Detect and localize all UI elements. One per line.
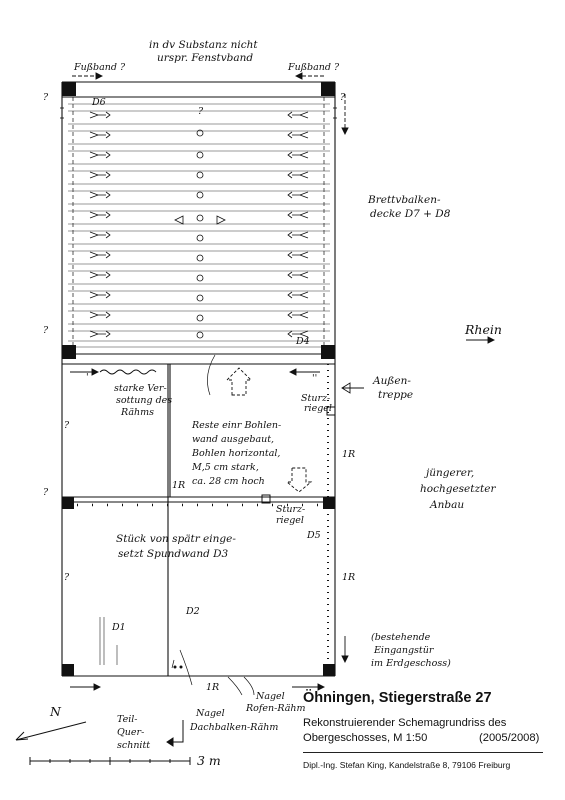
- verso-3: Rähms: [121, 407, 155, 418]
- teil-3: schnitt: [117, 740, 151, 751]
- ceiling-label-1: Brettvbalken-: [368, 194, 441, 206]
- d3-label-1: Stück von spätr einge-: [116, 533, 236, 545]
- label-d2: D2: [186, 606, 200, 617]
- stair-label-2: treppe: [378, 389, 414, 401]
- down-arrow-outline: [287, 468, 311, 492]
- eingang-1: (bestehende: [371, 632, 431, 643]
- question-top-left: ?: [43, 92, 49, 103]
- fussband-right: Fußband ?: [288, 62, 340, 73]
- cross-section-mark: [167, 720, 183, 746]
- tick-mark-double: '': [312, 373, 318, 384]
- tick-mark-single: ': [86, 372, 89, 383]
- nagel-2a: Nagel: [256, 691, 285, 702]
- fussband-left: Fußband ?: [74, 62, 126, 73]
- r1-b: 1R: [172, 480, 186, 491]
- sturz1-a: Sturz-: [301, 393, 331, 404]
- bohlen-3: Bohlen horizontal,: [192, 448, 281, 459]
- nagel-1a: Nagel: [196, 708, 225, 719]
- bohlen-4: M,5 cm stark,: [192, 462, 259, 473]
- teil-1: Teil-: [117, 714, 138, 725]
- r1-a: 1R: [342, 449, 356, 460]
- eingang-3: im Erdgeschoss): [371, 658, 451, 669]
- author-line: Dipl.-Ing. Stefan King, Kandelstraße 8, 79106 Freiburg: [303, 760, 511, 770]
- sturz2-a: Sturz-: [276, 504, 306, 515]
- question-cross-left: ?: [43, 487, 49, 498]
- label-d4: D4: [296, 336, 310, 347]
- bohlen-2: wand ausgebaut,: [192, 434, 275, 445]
- subtitle-line-1: Rekonstruierender Schemagrundriss des: [303, 717, 507, 729]
- ceiling-label-2: decke D7 + D8: [370, 208, 451, 220]
- label-d6: D6: [92, 97, 106, 108]
- page-title: Öhningen, Stiegerstraße 27: [303, 690, 492, 706]
- d3-label-2: setzt Spundwand D3: [118, 548, 229, 560]
- label-d1: D1: [112, 622, 126, 633]
- teil-2: Quer-: [117, 727, 145, 738]
- wavy-line: [100, 370, 156, 374]
- nagel-2b: Rofen-Rähm: [246, 703, 306, 714]
- nagel-1b: Dachbalken-Rähm: [190, 722, 279, 733]
- question-top-right: ?: [340, 92, 346, 103]
- up-arrow-outline: [227, 368, 251, 395]
- anbau-label-1: jüngerer,: [426, 467, 475, 479]
- question-bottom-left: ?: [64, 572, 70, 583]
- north-label: N: [50, 704, 61, 719]
- scale-label: 3 m: [197, 753, 221, 768]
- anbau-label-3: Anbau: [430, 499, 465, 511]
- divider: [303, 752, 543, 753]
- date-label: (2005/2008): [479, 732, 540, 744]
- r1-d: 1R: [206, 682, 220, 693]
- bohlen-5: ca. 28 cm hoch: [192, 476, 265, 487]
- north-arrow: [16, 722, 86, 740]
- stair-label-1: Außen-: [373, 375, 411, 387]
- top-note-2: urspr. Fenstvband: [157, 52, 254, 64]
- sturz1-b: riegel: [304, 403, 332, 414]
- eingang-2: Eingangstür: [374, 645, 434, 656]
- verso-1: starke Ver-: [114, 383, 167, 394]
- label-d5: D5: [307, 530, 321, 541]
- subtitle-line-2: Obergeschosses, M 1:50: [303, 732, 428, 744]
- rhein-label: Rhein: [465, 322, 502, 337]
- ceiling-beams: [68, 104, 330, 347]
- sturz2-b: riegel: [276, 515, 304, 526]
- scale-bar: [30, 757, 190, 765]
- r1-c: 1R: [342, 572, 356, 583]
- anbau-label-2: hochgesetzter: [420, 483, 496, 495]
- verso-2: sottung des: [116, 395, 173, 406]
- question-mid-left: ?: [43, 325, 49, 336]
- bohlen-1: Reste einr Bohlen-: [192, 420, 282, 431]
- question-center: ?: [198, 106, 204, 117]
- question-lower-left: ?: [64, 420, 70, 431]
- top-note-1: in dv Substanz nicht: [149, 39, 258, 51]
